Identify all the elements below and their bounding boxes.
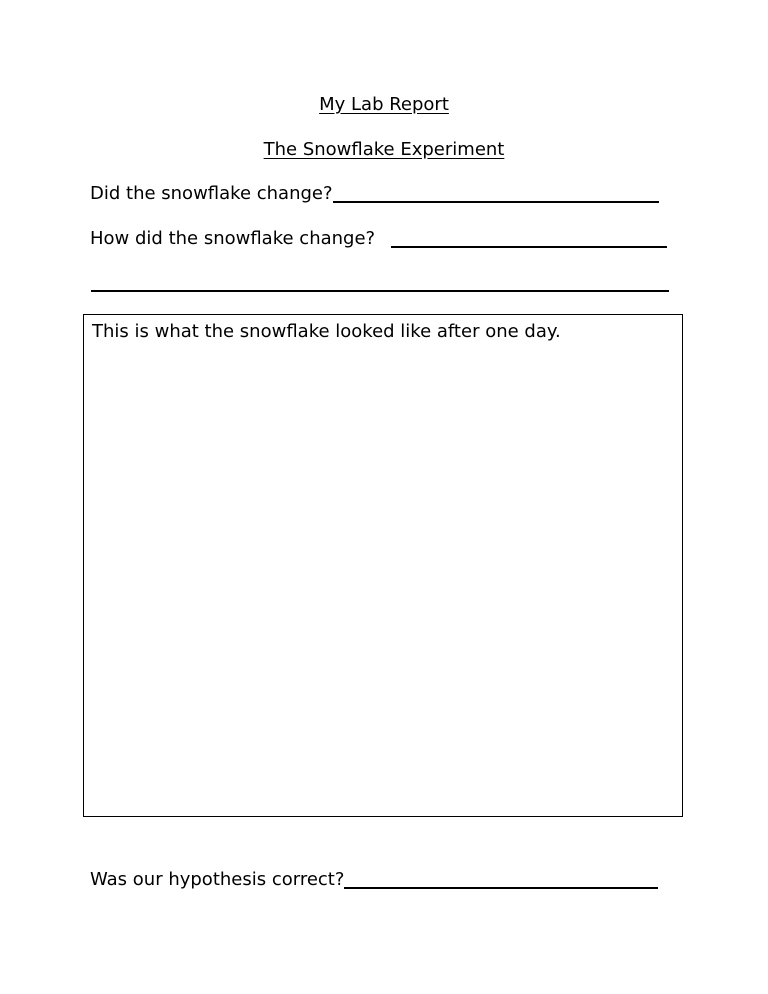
question-label: How did the snowflake change? (90, 228, 381, 249)
drawing-box-caption: This is what the snowflake looked like after one day. (92, 321, 561, 342)
question-how-changed (90, 227, 667, 251)
report-title: My Lab Report (319, 94, 449, 115)
answer-line-continuation[interactable] (91, 290, 669, 292)
answer-blank[interactable] (333, 201, 659, 203)
answer-blank[interactable] (391, 246, 667, 248)
answer-blank[interactable] (344, 887, 658, 889)
question-hypothesis-correct (90, 868, 658, 892)
question-label: Was our hypothesis correct? (90, 869, 345, 890)
experiment-title: The Snowflake Experiment (263, 139, 505, 160)
question-label: Did the snowflake change? (90, 183, 333, 204)
drawing-box[interactable] (83, 314, 683, 817)
question-snowflake-changed (90, 182, 659, 206)
